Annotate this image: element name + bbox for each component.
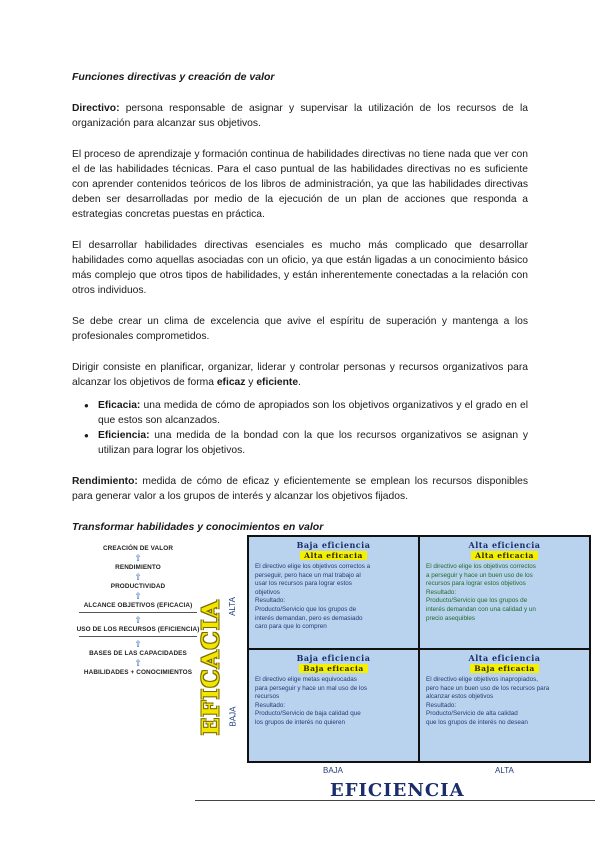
- quadrant-top-left: [249, 537, 418, 648]
- quadrant-subtitle: Baja eficacia: [299, 664, 367, 673]
- quadrant-line: a perseguir y hace un buen uso de los: [426, 571, 533, 579]
- quadrant-line: recursos: [255, 693, 280, 701]
- quadrant-subtitle: Alta eficacia: [300, 551, 367, 560]
- arrow-up-icon: ⇧: [134, 572, 142, 582]
- term-eficaz: eficaz: [216, 377, 246, 388]
- arrow-up-icon: ⇧: [134, 658, 142, 668]
- quadrant-line: recursos para lograr estos objetivos: [426, 580, 526, 588]
- ladder-step: HABILIDADES + CONOCIMIENTOS: [83, 669, 193, 676]
- y-axis-low-label: BAJA: [228, 706, 238, 727]
- paragraph-clima: Se debe crear un clima de excelencia que avive el espíritu de superación y mantenga a los profesionales comprometidos.: [72, 316, 528, 342]
- quadrant-line: Producto/Servicio de baja calidad que: [255, 710, 361, 718]
- ladder-step: CREACIÓN DE VALOR: [102, 545, 174, 552]
- quadrant-subtitle: Baja eficacia: [470, 664, 538, 673]
- quadrant-subtitle: Alta eficacia: [471, 551, 538, 560]
- x-axis-low-label: BAJA: [323, 766, 344, 775]
- value-ladder: [75, 544, 201, 677]
- quadrant-bottom-right: [420, 650, 589, 761]
- definitions-list: [72, 398, 528, 458]
- quadrant-line: El directivo elige los objetivos correctos a: [255, 563, 371, 570]
- quadrant-line: que los grupos de interés no desean: [426, 718, 528, 726]
- arrow-up-icon: ⇧: [134, 553, 142, 563]
- efficacy-efficiency-diagram: [75, 532, 595, 812]
- quadrant-title: Baja eficiencia: [296, 653, 371, 663]
- quadrant-top-right: [420, 537, 589, 648]
- quadrant-title: Baja eficiencia: [296, 540, 371, 550]
- quadrant-line: El directivo elige metas equivocadas: [255, 676, 357, 683]
- ladder-step: RENDIMIENTO: [115, 564, 161, 571]
- quadrant-title: Alta eficiencia: [468, 653, 541, 663]
- quadrant-matrix: [247, 535, 591, 763]
- y-axis-title: EFICACIA: [197, 599, 225, 735]
- quadrant-line: usar los recursos para lograr estos: [255, 580, 352, 588]
- quadrant-line: Producto/Servicio de alta calidad: [426, 710, 518, 718]
- divider: [79, 636, 197, 637]
- quadrant-line: perseguir, pero hace un mal trabajo al: [255, 571, 361, 579]
- quadrant-line: los grupos de interés no quieren: [255, 718, 345, 726]
- quadrant-line: alcanzar estos objetivos: [426, 693, 494, 701]
- document-body: [72, 70, 528, 535]
- quadrant-line: El directivo elige objetivos inapropiados,: [426, 676, 539, 683]
- definition-directivo: persona responsable de asignar y supervisar la utilización de los recursos de la organización para alcanzar sus objetivos.: [72, 103, 528, 129]
- quadrant-line: pero hace un buen uso de los recursos para: [426, 684, 550, 692]
- quadrant-line: Producto/Servicio que los grupos de: [255, 605, 357, 613]
- paragraph-dirigir: Dirigir consiste en planificar, organizar, liderar y controlar personas y recursos organizativos para alcanzar los objetivos de forma eficaz y eficiente.: [72, 362, 528, 388]
- arrow-up-icon: ⇧: [134, 639, 142, 649]
- quadrant-line: interés demandan con una calidad y un: [426, 605, 536, 613]
- ladder-step: USO DE LOS RECURSOS (EFICIENCIA): [76, 626, 200, 633]
- paragraph-directivo: [72, 101, 528, 131]
- paragraph-aprendizaje: El proceso de aprendizaje y formación continua de habilidades directivas no tiene nada que ver con el de las habilidades técnicas. Para el caso puntual de las habilidades directivas no es suficiente con aprender contenidos teóricos de los libros de administración, ya que las habilidades directivas deben ser desarrolladas por medio de la ejecución de un plan de acciones que responda a estrategias concretas puestas en práctica.: [72, 149, 528, 220]
- term-rendimiento: Rendimiento:: [72, 476, 138, 487]
- quadrant-line: Resultado:: [426, 701, 457, 709]
- divider: [79, 612, 197, 613]
- quadrant-line: interés demandan, pero es demasiado: [255, 614, 363, 622]
- quadrant-line: Resultado:: [255, 701, 286, 709]
- list-item: ● Eficiencia: una medida de la bondad con la que los recursos organizativos se asignan y utilizan para lograr los objetivos.: [98, 428, 528, 458]
- quadrant-line: caro para que lo compren: [255, 623, 327, 631]
- quadrant-line: Producto/Servicio que los grupos de: [426, 597, 528, 605]
- quadrant-line: Resultado:: [426, 588, 457, 596]
- y-axis-high-label: ALTA: [227, 597, 237, 616]
- quadrant-line: para perseguir y hace un mal uso de los: [255, 684, 368, 692]
- quadrant-bottom-left: [249, 650, 418, 761]
- quadrant-line: precio asequibles: [426, 614, 476, 622]
- term-directivo: Directivo:: [72, 103, 120, 114]
- quadrant-line: objetivos: [255, 588, 280, 596]
- quadrant-title: Alta eficiencia: [468, 540, 541, 550]
- x-axis-high-label: ALTA: [495, 766, 514, 775]
- quadrant-line: El directivo elige los objetivos correctos: [426, 563, 536, 570]
- arrow-up-icon: ⇧: [134, 615, 142, 625]
- divider: [195, 800, 595, 801]
- term-eficiente: eficiente: [256, 377, 299, 388]
- ladder-step: PRODUCTIVIDAD: [110, 583, 166, 590]
- section-heading-transformar: Transformar habilidades y conocimientos en valor: [72, 521, 324, 533]
- arrow-up-icon: ⇧: [134, 591, 142, 601]
- list-item: ● Eficacia: una medida de cómo de apropiados son los objetivos organizativos y el grado en el que estos son alcanzados.: [98, 398, 528, 428]
- x-axis-title: EFICIENCIA: [330, 780, 465, 801]
- paragraph-desarrollar: El desarrollar habilidades directivas esenciales es mucho más complicado que desarrollar habilidades como aquellas asociadas con un oficio, ya que están ligadas a un conocimiento básico más complejo que otros tipos de habilidades, y están inherentemente conectadas a la relación con otros individuos.: [72, 240, 528, 296]
- quadrant-line: Resultado:: [255, 597, 286, 605]
- paragraph-rendimiento: Rendimiento: medida de cómo de eficaz y eficientemente se emplean los recursos disponibles para generar valor a los grupos de interés y alcanzar los objetivos fijados.: [72, 476, 528, 502]
- ladder-step: ALCANCE OBJETIVOS (EFICACIA): [83, 602, 193, 609]
- ladder-step: BASES DE LAS CAPACIDADES: [89, 650, 187, 657]
- section-heading-funciones: Funciones directivas y creación de valor: [72, 71, 275, 83]
